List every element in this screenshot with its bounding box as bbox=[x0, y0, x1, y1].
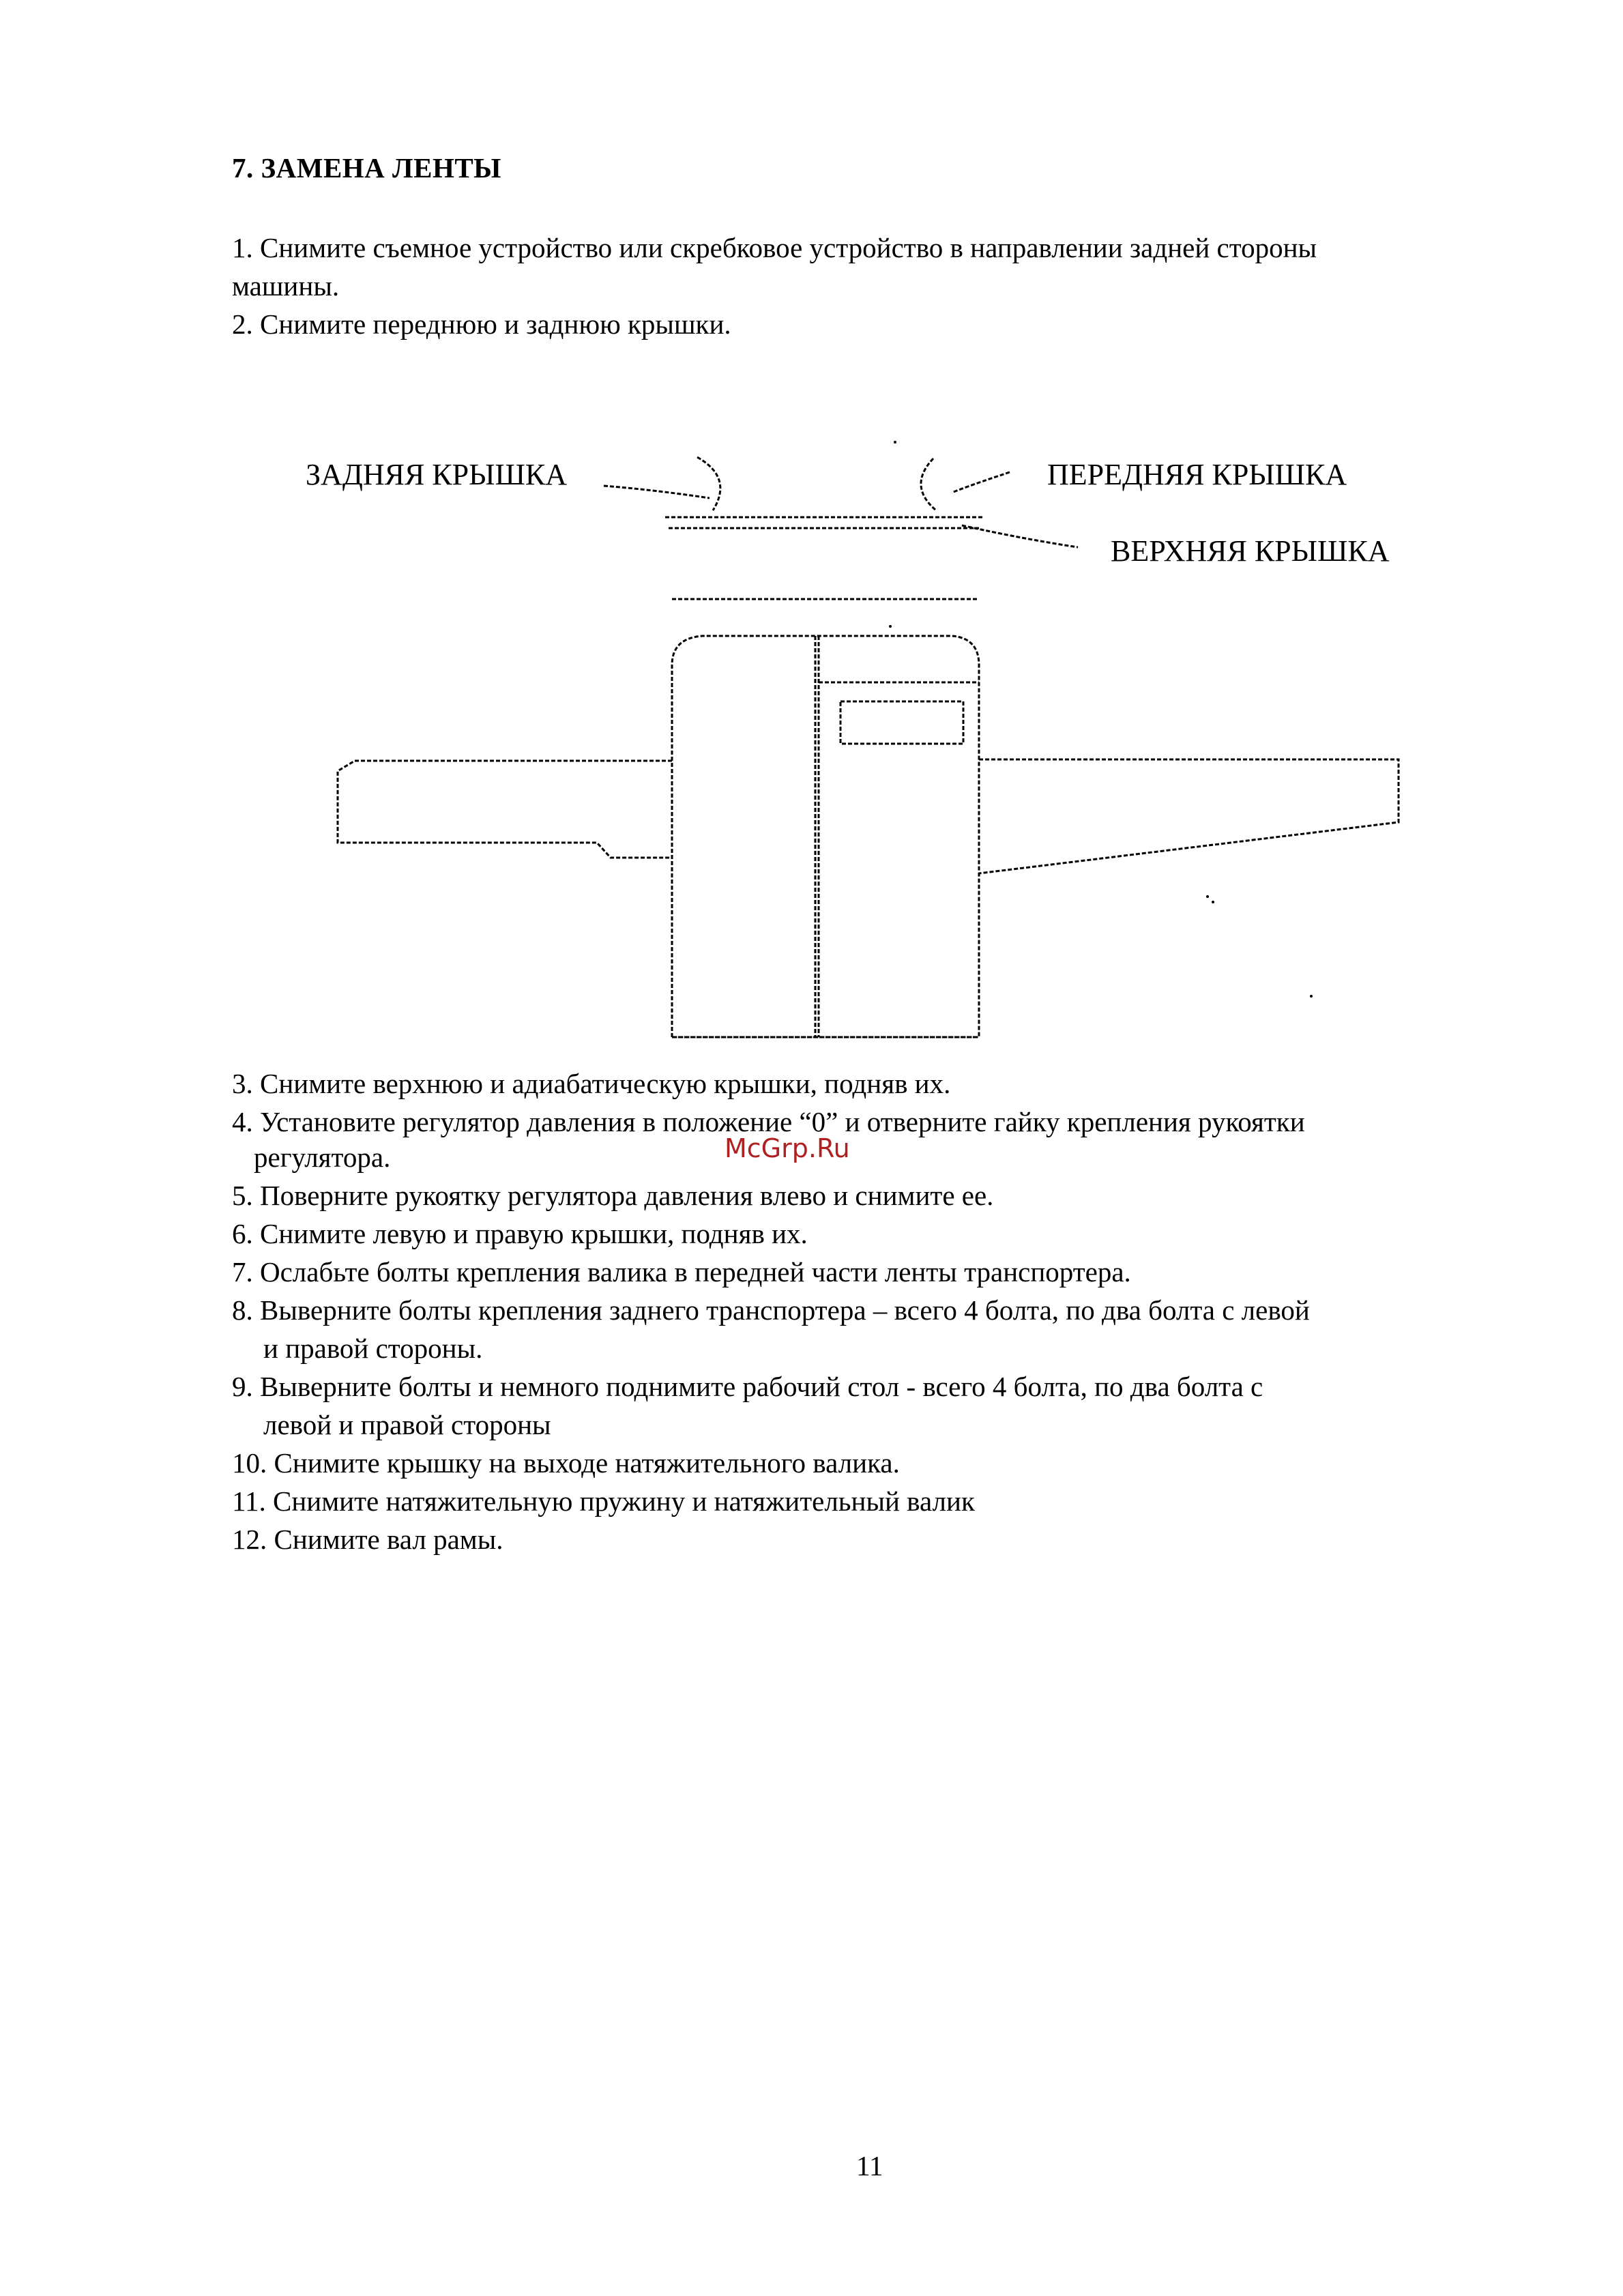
step-4-line-2: регулятора. bbox=[254, 1142, 391, 1173]
section-heading: 7. ЗАМЕНА ЛЕНТЫ bbox=[232, 152, 501, 184]
step-9-line-1: 9. Выверните болты и немного поднимите рабочий стол - всего 4 болта, по два болта с bbox=[232, 1371, 1263, 1402]
label-front-cover: ПЕРЕДНЯЯ КРЫШКА bbox=[1047, 458, 1347, 491]
step-12: 12. Снимите вал рамы. bbox=[232, 1524, 503, 1555]
label-rear-cover: ЗАДНЯЯ КРЫШКА bbox=[306, 458, 568, 491]
step-8-line-2: и правой стороны. bbox=[263, 1333, 483, 1364]
intro-step-2: 2. Снимите переднюю и заднюю крышки. bbox=[232, 308, 731, 340]
intro-step-1-line-1: 1. Снимите съемное устройство или скребковое устройство в направлении задней стороны bbox=[232, 232, 1317, 263]
step-6: 6. Снимите левую и правую крышки, подняв их. bbox=[232, 1218, 808, 1249]
step-8-line-1: 8. Выверните болты крепления заднего транспортера – всего 4 болта, по два болта с левой bbox=[232, 1294, 1310, 1326]
intro-step-1-line-2: машины. bbox=[232, 270, 340, 302]
step-11: 11. Снимите натяжительную пружину и натяжительный валик bbox=[232, 1485, 975, 1517]
step-7: 7. Ослабьте болты крепления валика в передней части ленты транспортера. bbox=[232, 1256, 1131, 1288]
watermark: McGrp.Ru bbox=[725, 1133, 850, 1163]
page-number: 11 bbox=[856, 2150, 883, 2181]
step-4-line-1: 4. Установите регулятор давления в положение “0” и отверните гайку крепления рукоятки bbox=[232, 1106, 1305, 1137]
step-5: 5. Поверните рукоятку регулятора давления влево и снимите ее. bbox=[232, 1180, 994, 1211]
step-3: 3. Снимите верхнюю и адиабатическую крышки, подняв их. bbox=[232, 1068, 951, 1099]
label-top-cover: ВЕРХНЯЯ КРЫШКА bbox=[1111, 534, 1390, 568]
step-9-line-2: левой и правой стороны bbox=[263, 1409, 551, 1440]
step-10: 10. Снимите крышку на выходе натяжительного валика. bbox=[232, 1447, 900, 1479]
